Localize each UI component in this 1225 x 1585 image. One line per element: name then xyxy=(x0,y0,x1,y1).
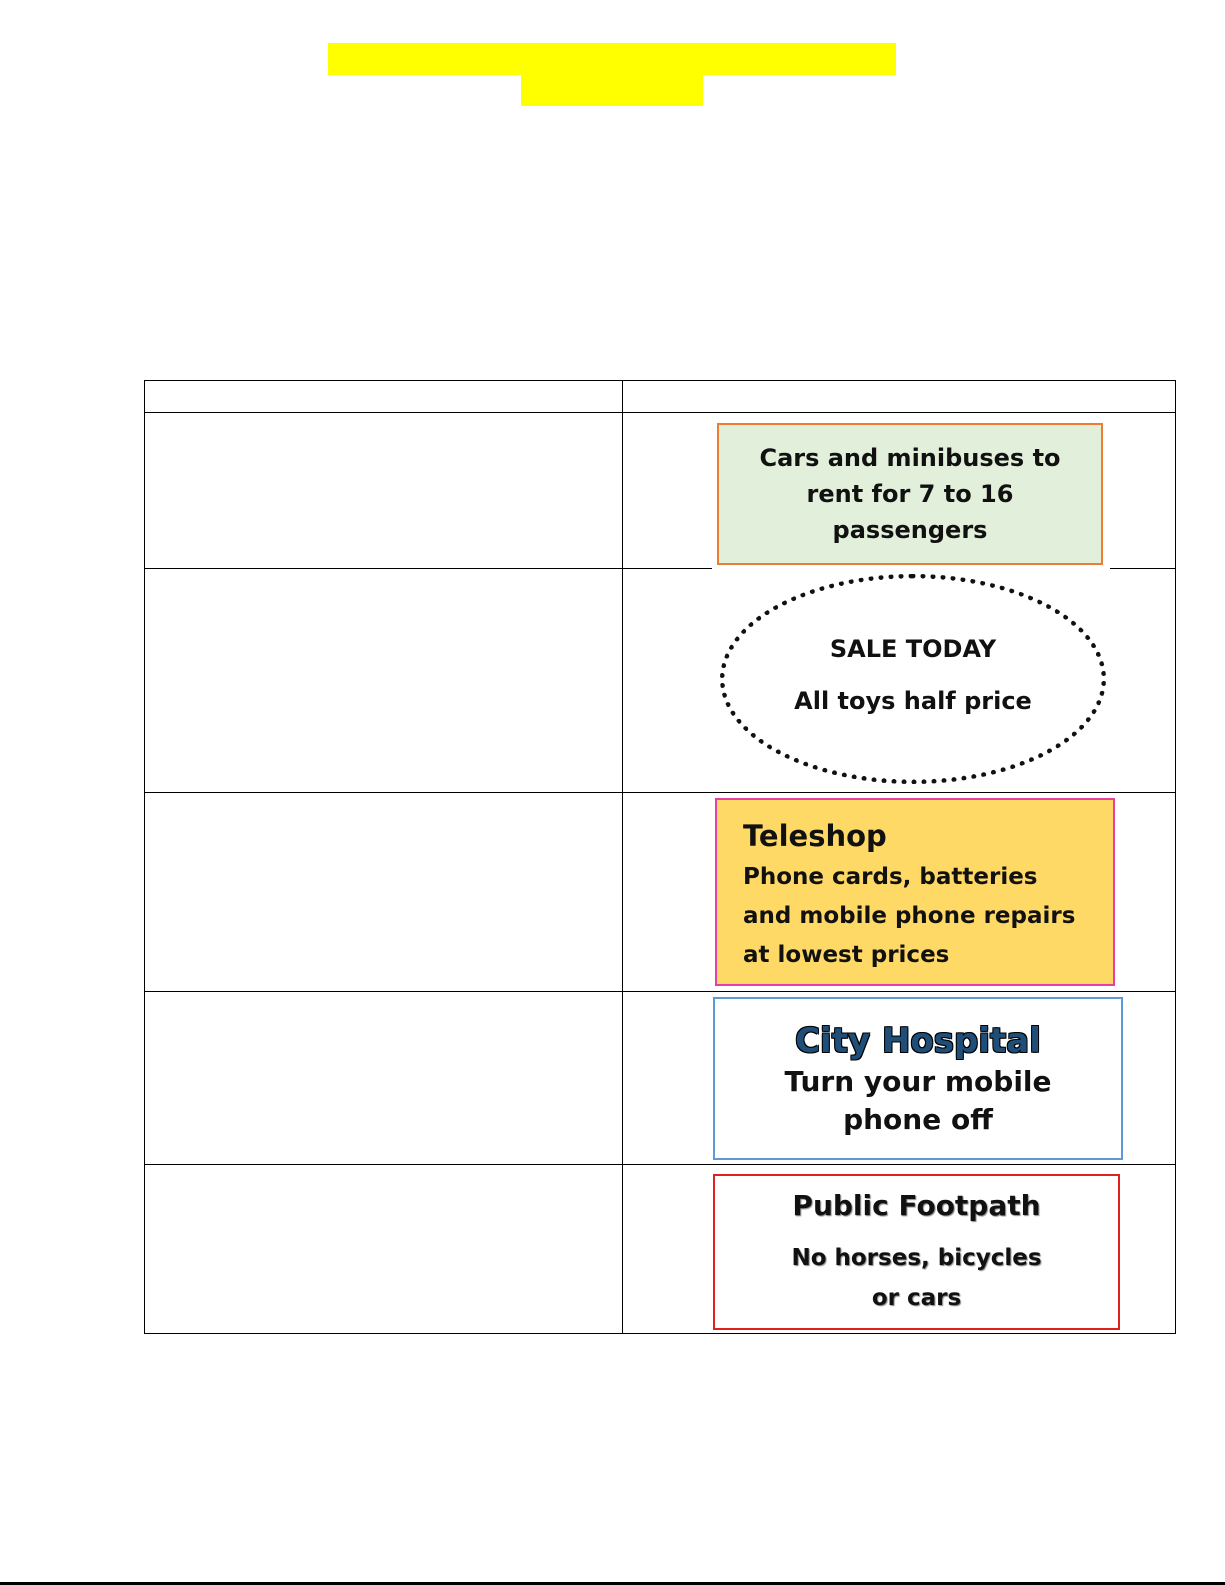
table-border-top xyxy=(144,380,1176,381)
table-row-divider xyxy=(144,991,1176,992)
table-border-bottom xyxy=(144,1333,1176,1334)
table-border-right xyxy=(1175,380,1176,1334)
sign-teleshop xyxy=(715,798,1115,986)
title-highlight-line-1 xyxy=(328,43,896,75)
table-header-divider xyxy=(144,412,1176,413)
sign-title: Public Footpath xyxy=(792,1189,1041,1222)
sign-car-rental xyxy=(717,423,1103,565)
sign-title: City Hospital xyxy=(795,1020,1041,1061)
table-border-left xyxy=(144,380,145,1334)
sign-text: Cars and minibuses to rent for 7 to 16 passengers xyxy=(759,444,1061,544)
sign-title: SALE TODAY xyxy=(829,635,997,663)
sign-text xyxy=(784,1063,1051,1139)
sign-text xyxy=(791,1238,1041,1318)
sign-line: Turn your mobile xyxy=(784,1064,1052,1098)
sign-line: and mobile phone repairs xyxy=(743,903,1076,929)
table-row-divider xyxy=(144,792,1176,793)
sign-title: Teleshop xyxy=(743,819,887,853)
title-highlight-line-2 xyxy=(521,75,703,106)
table-column-divider xyxy=(622,380,623,1334)
sign-city-hospital xyxy=(713,997,1123,1160)
sign-line: phone off xyxy=(843,1102,993,1136)
sign-line: at lowest prices xyxy=(743,942,950,968)
table-row-divider xyxy=(144,1164,1176,1165)
sign-text xyxy=(743,858,1075,975)
sign-toy-sale xyxy=(720,574,1106,784)
sign-line: No horses, bicycles xyxy=(791,1245,1042,1271)
sign-line: or cars xyxy=(871,1285,962,1311)
sign-public-footpath xyxy=(713,1174,1120,1330)
sign-text: All toys half price xyxy=(794,687,1032,715)
sign-line: Phone cards, batteries xyxy=(743,864,1038,890)
